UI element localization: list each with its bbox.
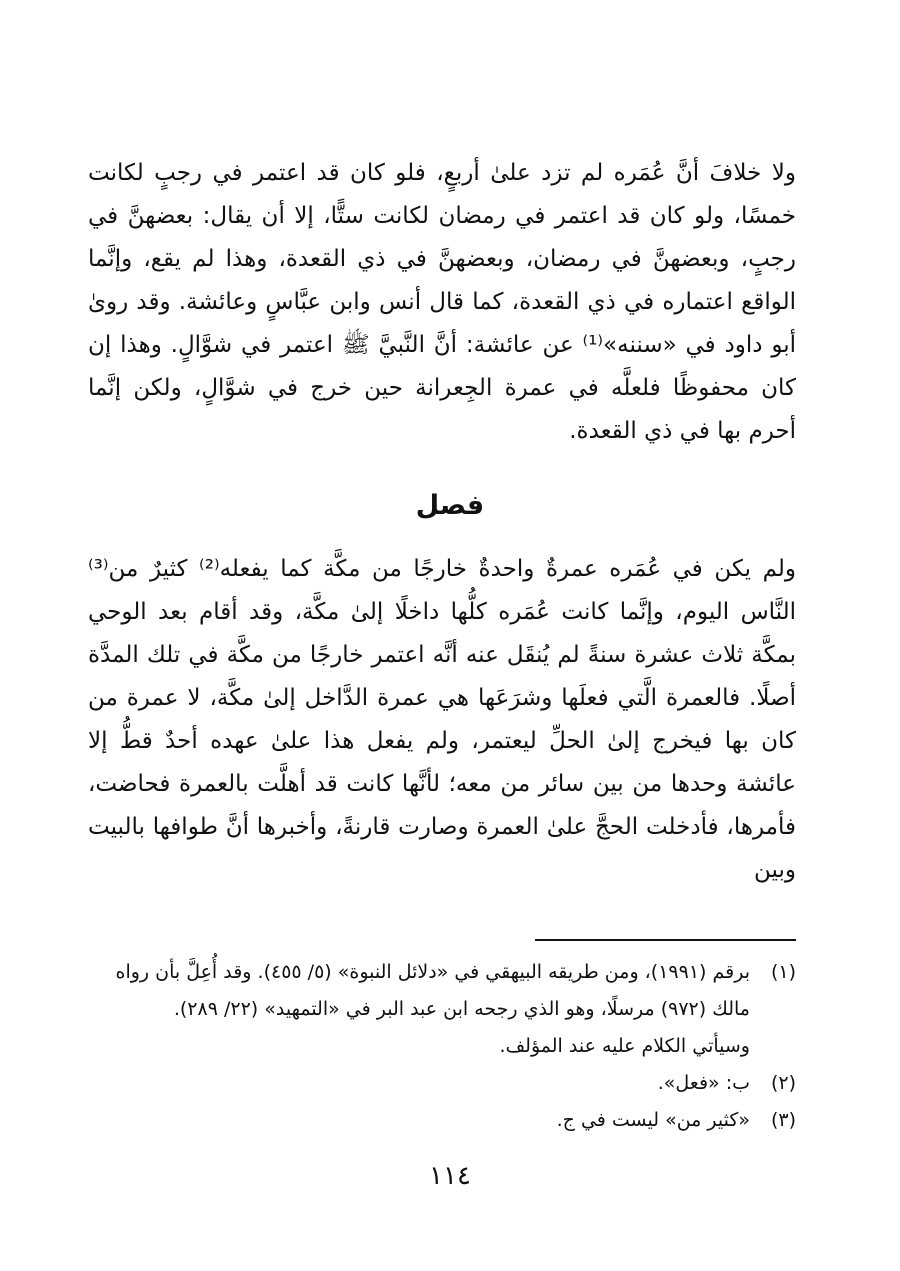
footnote-text bbox=[88, 1102, 750, 1139]
footnote-marker: (١) bbox=[770, 961, 796, 983]
footnote-item bbox=[88, 1102, 796, 1139]
section-heading: فصل bbox=[415, 490, 485, 521]
footnote-line: وسيأتي الكلام عليه عند المؤلف. bbox=[499, 1035, 750, 1057]
footnote-marker: (٣) bbox=[770, 1109, 796, 1131]
footnote-divider bbox=[535, 939, 796, 941]
footnote-line: برقم (١٩٩١)، ومن طريقه البيهقي في «دلائل النبوة» (٥/ ٤٥٥). وقد أُعِلَّ بأن رواه bbox=[115, 961, 750, 983]
paragraph-text: ولم يكن في عُمَره عمرةٌ واحدةٌ خارجًا من مكَّة كما يفعله⁽²⁾ كثيرٌ من⁽³⁾ النَّاس اليوم، وإنَّما كانت عُمَره كلُّها داخلًا إلىٰ مكَّة، وقد أقام بعد الوحي بمكَّة ثلاث عشرة سنةً لم يُنقَل عنه أنَّه اعتمر خارجًا من مكَّة في تلك المدَّة أصلًا. فالعمرة الَّتي فعلَها وشرَعَها هي عمرة الدَّاخل إلىٰ مكَّة، لا عمرة من كان بها فيخرج إلىٰ الحلِّ ليعتمر، ولم يفعل هذا علىٰ عهده أحدٌ قطُّ إلا عائشة وحدها من بين سائر من معه؛ لأنَّها كانت قد أهلَّت بالعمرة فحاضت، فأمرها، فأدخلت الحجَّ علىٰ العمرة وصارت قارنةً، وأخبرها أنَّ طوافها بالبيت وبين bbox=[88, 556, 796, 883]
footnote-line: مالك (٩٧٢) مرسلًا، وهو الذي رجحه ابن عبد البر في «التمهيد» (٢٢/ ٢٨٩). bbox=[173, 998, 750, 1020]
footnote-line: ب: «فعل». bbox=[657, 1072, 750, 1094]
footnote-line: «كثير من» ليست في ج. bbox=[556, 1109, 750, 1131]
paragraph-text: ولا خلافَ أنَّ عُمَره لم تزد علىٰ أربعٍ، فلو كان قد اعتمر في رجبٍ لكانت خمسًا، ولو كان قد اعتمر في رمضان لكانت ستًّا، إلا أن يقال: بعضهنَّ في رجبٍ، وبعضهنَّ في رمضان، وبعضهنَّ في ذي القعدة، وهذا لم يقع، وإنَّما الواقع اعتماره في ذي القعدة، كما قال أنس وابن عبَّاسٍ وعائشة. وقد روىٰ أبو داود في «سننه»⁽¹⁾ عن عائشة: أنَّ النَّبيَّ ﷺ اعتمر في شوَّالٍ. وهذا إن كان محفوظًا فلعلَّه في عمرة الجِعرانة حين خرج في شوَّالٍ، ولكن إنَّما أحرم بها في ذي القعدة. bbox=[88, 160, 796, 444]
footnote-text bbox=[88, 1065, 750, 1102]
footnote-item bbox=[88, 1065, 796, 1102]
footnote-text bbox=[88, 954, 750, 1065]
footnote-item bbox=[88, 954, 796, 1065]
footnote-marker: (٢) bbox=[770, 1072, 796, 1094]
footnotes bbox=[88, 954, 796, 1139]
main-paragraph-2 bbox=[88, 548, 796, 892]
main-paragraph-1 bbox=[88, 152, 796, 453]
page-number: ١١٤ bbox=[429, 1161, 471, 1191]
